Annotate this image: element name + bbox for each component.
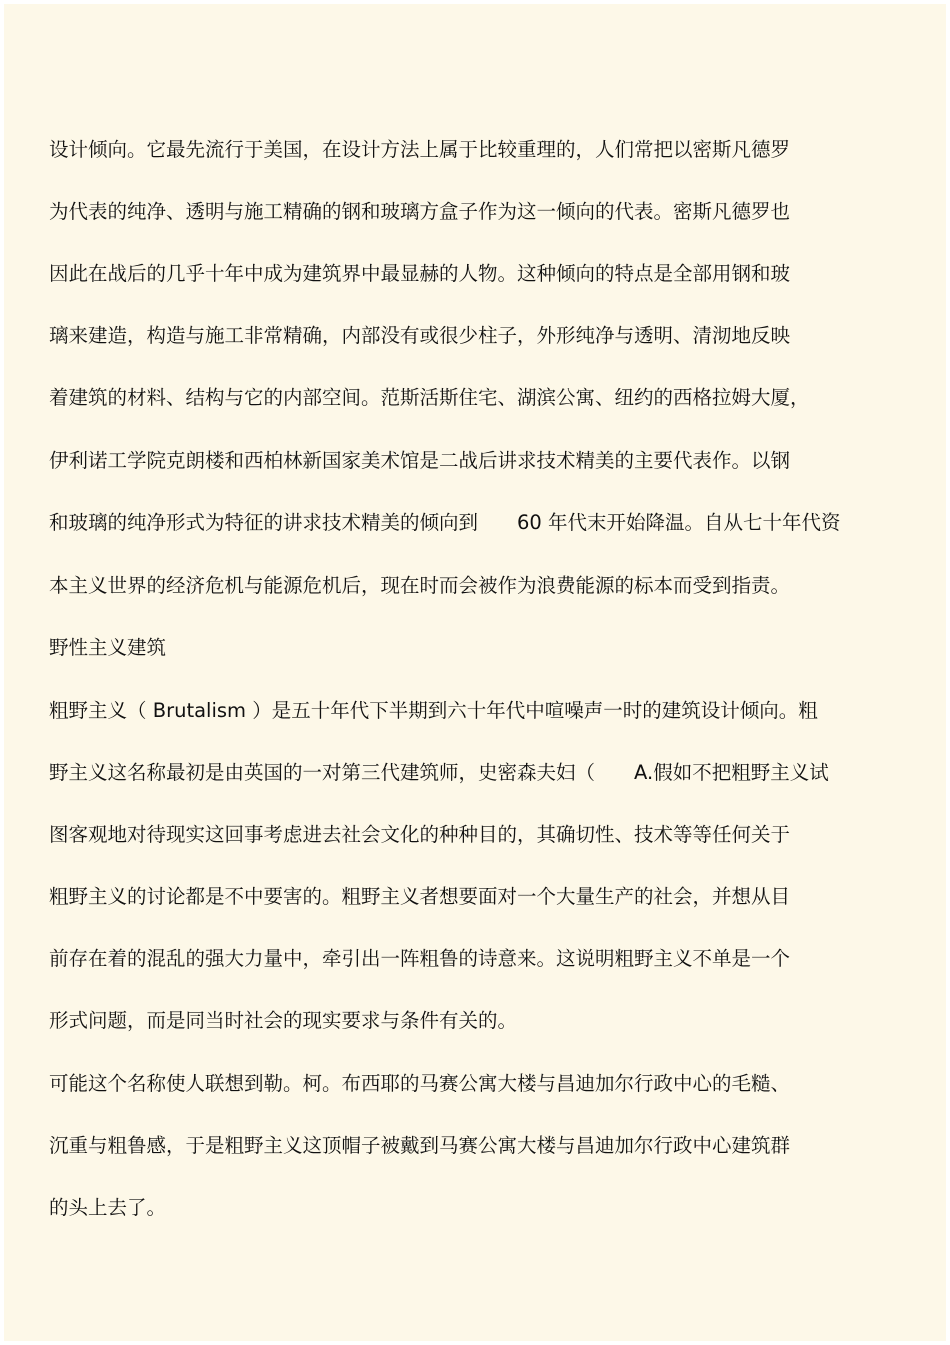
paragraph-line-14: 前存在着的混乱的强大力量中，牵引出一阵粗鲁的诗意来。这说明粗野主义不单是一个 — [49, 947, 791, 970]
paragraph-line-7: 和玻璃的纯净形式为特征的讲求技术精美的倾向到 60 年代末开始降温。自从七十年代资 — [49, 511, 841, 534]
section-heading: 野性主义建筑 — [49, 636, 167, 659]
paragraph-line-11: 野主义这名称最初是由英国的一对第三代建筑师，史密森夫妇（ A.假如不把粗野主义试 — [49, 761, 829, 784]
paragraph-line-16: 可能这个名称使人联想到勒。柯。布西耶的马赛公寓大楼与昌迪加尔行政中心的毛糙、 — [49, 1072, 791, 1095]
paragraph-line-13: 粗野主义的讨论都是不中要害的。粗野主义者想要面对一个大量生产的社会，并想从目 — [49, 885, 791, 908]
paragraph-line-15: 形式问题，而是同当时社会的现实要求与条件有关的。 — [49, 1009, 518, 1032]
paragraph-line-8: 本主义世界的经济危机与能源危机后，现在时而会被作为浪费能源的标本而受到指责。 — [49, 574, 791, 597]
paragraph-line-18: 的头上去了。 — [49, 1196, 167, 1219]
paragraph-line-6: 伊利诺工学院克朗楼和西柏林新国家美术馆是二战后讲求技术精美的主要代表作。以钢 — [49, 449, 791, 472]
paragraph-line-1: 设计倾向。它最先流行于美国，在设计方法上属于比较重理的，人们常把以密斯凡德罗 — [49, 138, 791, 161]
paragraph-line-4: 璃来建造，构造与施工非常精确，内部没有或很少柱子，外形纯净与透明、清沏地反映 — [49, 324, 791, 347]
paragraph-line-5: 着建筑的材料、结构与它的内部空间。范斯活斯住宅、湖滨公寓、纽约的西格拉姆大厦， — [49, 386, 810, 409]
paragraph-line-12: 图客观地对待现实这回事考虑进去社会文化的种种目的，其确切性、技术等等任何关于 — [49, 823, 791, 846]
paragraph-line-3: 因此在战后的几乎十年中成为建筑界中最显赫的人物。这种倾向的特点是全部用钢和玻 — [49, 262, 791, 285]
paragraph-line-17: 沉重与粗鲁感，于是粗野主义这顶帽子被戴到马赛公寓大楼与昌迪加尔行政中心建筑群 — [49, 1134, 791, 1157]
document-page — [4, 4, 946, 1341]
paragraph-line-10: 粗野主义（ Brutalism ）是五十年代下半期到六十年代中喧噪声一时的建筑设计倾向。粗 — [49, 699, 818, 722]
paragraph-line-2: 为代表的纯净、透明与施工精确的钢和玻璃方盒子作为这一倾向的代表。密斯凡德罗也 — [49, 200, 791, 223]
